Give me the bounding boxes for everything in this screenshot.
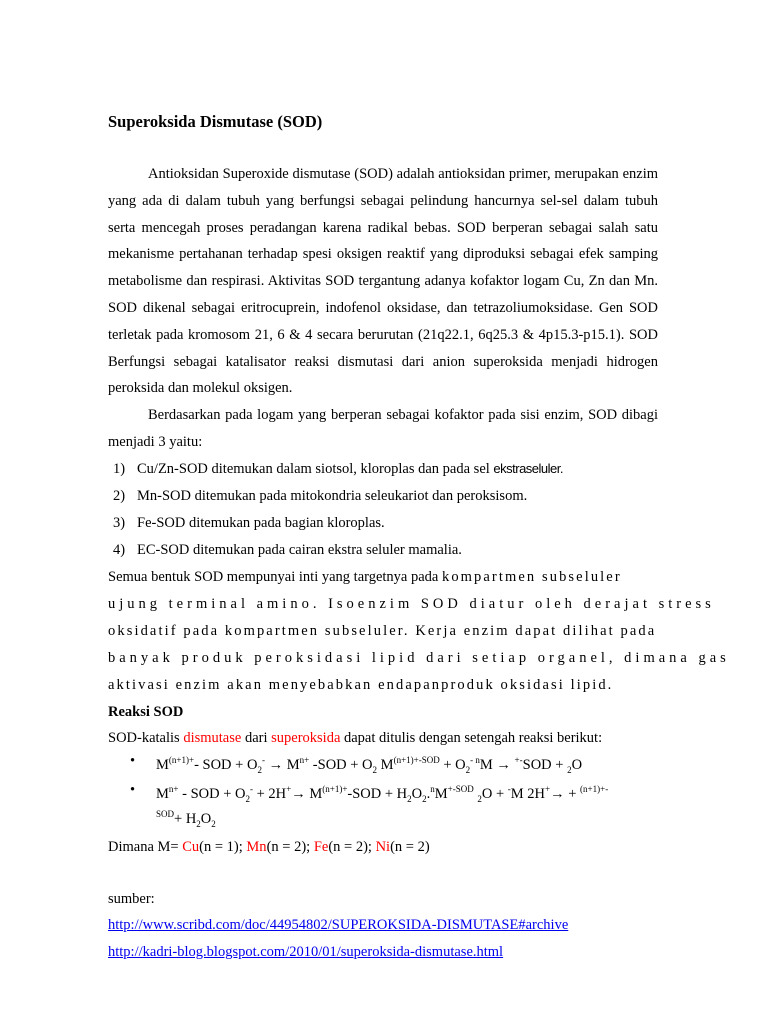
metal-definitions: Dimana M= Cu(n = 1); Mn(n = 2); Fe(n = 2); Ni(n = 2) bbox=[108, 839, 430, 855]
paragraph-classification: Berdasarkan pada logam yang berperan sebagai kofaktor pada sisi enzim, SOD dibagi menjadi 3 yaitu: bbox=[108, 407, 658, 450]
paragraph-sod-line-4: banyak produk peroksidasi lipid dari setiap organel, dimana gas bbox=[108, 650, 730, 666]
paragraph-sod-line-3: oksidatif pada kompartmen subseluler. Kerja enzim dapat dilihat pada bbox=[108, 623, 657, 639]
reaction-equation-1: $M^{(n+1)+}-$ SOD + $O_2^- \to M^{n+}$ $-SOD + O_2$ $M^{(n+1)+-SOD} + O_2^{- n}M \to ^{+-}SOD + _2O$ bbox=[156, 755, 583, 775]
paragraph-sod-line-5: aktivasi enzim akan menyebabkan endapanproduk oksidasi lipid. bbox=[108, 677, 614, 693]
list-number: 2) bbox=[113, 488, 126, 504]
reaction-equation-2-cont: $^{SOD}+ H_2O_2$ bbox=[156, 809, 216, 829]
reaksi-intro: SOD-katalis dismutase dari superoksida dapat ditulis dengan setengah reaksi berikut: bbox=[108, 730, 603, 746]
paragraph-sod-line-1: Semua bentuk SOD mempunyai inti yang targetnya pada kompartmen subseluler bbox=[108, 569, 622, 585]
paragraph-intro: Antioksidan Superoxide dismutase (SOD) adalah antioksidan primer, merupakan enzim yang ada di dalam tubuh yang berfungsi sebagai pelindung hancurnya sel-sel dalam tubuh serta mencegah proses peradangan karena radikal bebas. SOD berperan sebagai salah satu mekanisme pertahanan terhadap spesi oksigen reaktif yang diproduksi sebagai efek samping metabolisme dan respirasi. Aktivitas SOD tergantung adanya kofaktor logam Cu, Zn dan Mn. SOD dikenal sebagai eritrocuprein, indofenol oksidase, dan tetrazoliumoksidase. Gen SOD terletak pada kromosom 21, 6 & 4 secara berurutan (21q22.1, 6q25.3 & 4p15.3-p15.1). SOD Berfungsi sebagai katalisator reaksi dismutasi dari anion superoksida menjadi hidrogen peroksida dan molekul oksigen. bbox=[108, 166, 658, 397]
bullet-icon: • bbox=[130, 782, 136, 798]
page-title: Superoksida Dismutase (SOD) bbox=[108, 112, 323, 131]
section-heading-reaksi: Reaksi SOD bbox=[108, 704, 184, 720]
list-item bbox=[113, 483, 658, 510]
list-text: Fe-SOD ditemukan pada bagian kloroplas. bbox=[137, 515, 385, 531]
list-text-extra: ekstraseluler. bbox=[493, 461, 563, 476]
paragraph-sod-line-2: ujung terminal amino. Isoenzim SOD diatur oleh derajat stress bbox=[108, 596, 715, 612]
list-item bbox=[113, 537, 658, 564]
list-number: 3) bbox=[113, 515, 126, 531]
list-text: EC-SOD ditemukan pada cairan ekstra seluler mamalia. bbox=[137, 542, 462, 558]
list-text: Mn-SOD ditemukan pada mitokondria seleukariot dan peroksisom. bbox=[137, 488, 528, 504]
list-number: 1) bbox=[113, 461, 126, 477]
list-item bbox=[113, 456, 658, 483]
source-link-scribd[interactable]: http://www.scribd.com/doc/44954802/SUPEROKSIDA-DISMUTASE#archive bbox=[108, 917, 569, 933]
source-link-kadri-blog[interactable]: http://kadri-blog.blogspot.com/2010/01/superoksida-dismutase.html bbox=[108, 944, 504, 960]
list-number: 4) bbox=[113, 542, 126, 558]
list-item bbox=[113, 510, 658, 537]
list-text: Cu/Zn-SOD ditemukan dalam siotsol, kloroplas dan pada sel bbox=[137, 461, 494, 477]
sources-label: sumber: bbox=[108, 891, 155, 907]
bullet-icon: • bbox=[130, 753, 136, 769]
reaction-equation-2: $M^{n+}$ - SOD + $O_2^- + 2H^+\to M^{(n+1)+}-SOD + H_2O_2.^nM^{+-SOD}$ $_2$O + -M 2H+→ + $^{(n+1)+-}$ bbox=[156, 784, 609, 804]
